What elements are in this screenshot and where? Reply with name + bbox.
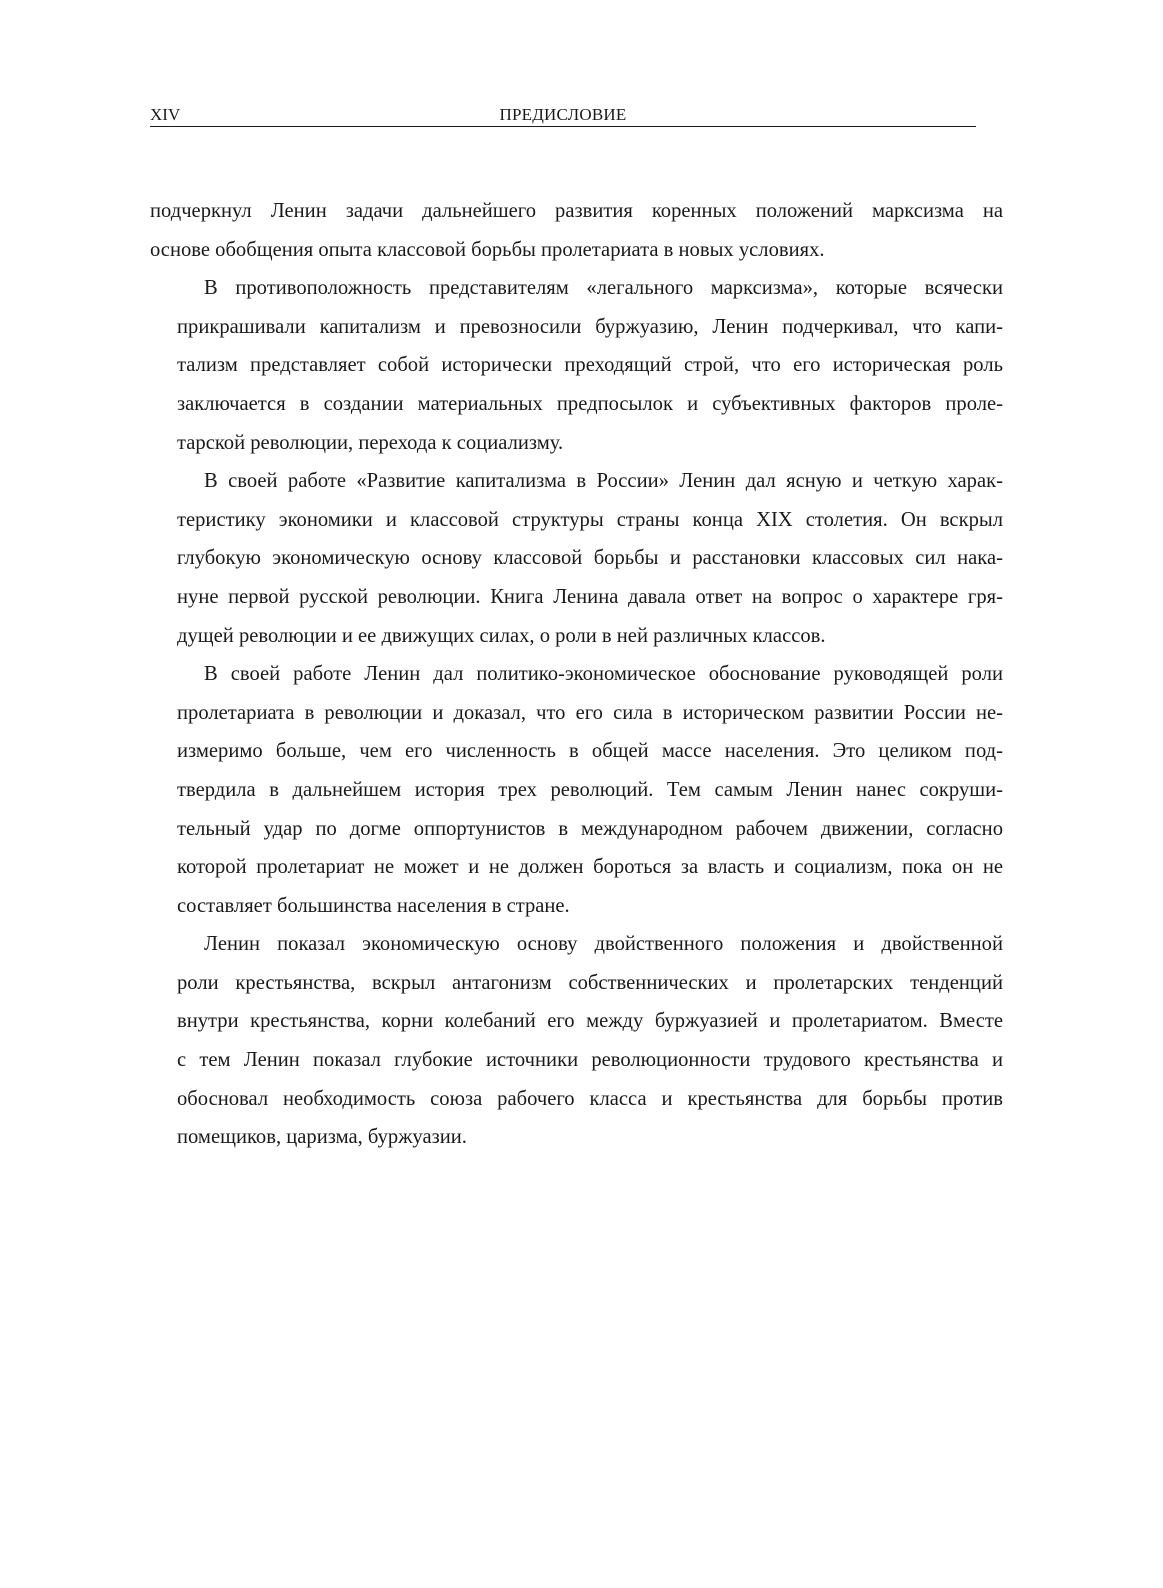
text-line: подчеркнул Ленин задачи дальнейшего развития коренных положений марксизма на <box>150 200 1003 222</box>
text-line: тельный удар по догме оппортунистов в международном рабочем движении, согласно <box>177 817 1003 840</box>
text-line: глубокую экономическую основу классовой борьбы и расстановки классовых сил нака- <box>177 547 1003 570</box>
text-line: измеримо больше, чем его численность в общей массе населения. Это целиком под- <box>177 740 1003 763</box>
section-title: ПРЕДИСЛОВИЕ <box>499 105 627 124</box>
paragraph-4 <box>150 655 1003 925</box>
text-line: с тем Ленин показал глубокие источники революционности трудового крестьянства и <box>177 1049 1003 1072</box>
page-number: XIV <box>150 105 181 124</box>
text-line: составляет большинства населения в стране. <box>177 894 570 917</box>
text-line: нуне первой русской революции. Книга Ленина давала ответ на вопрос о характере гря- <box>177 585 1003 608</box>
text-line: В противоположность представителям «легального марксизма», которые всячески <box>204 277 1003 300</box>
text-line: твердила в дальнейшем история трех революций. Тем самым Ленин нанес сокруши- <box>177 778 1003 801</box>
text-line: пролетариата в революции и доказал, что его сила в историческом развитии России не- <box>177 701 1003 724</box>
text-line: тализм представляет собой исторически преходящий строй, что его историческая роль <box>177 354 1003 377</box>
text-line: тарской революции, перехода к социализму. <box>177 431 564 454</box>
text-line: В своей работе Ленин дал политико-экономическое обоснование руководящей роли <box>204 663 1003 686</box>
paragraph-1 <box>150 192 1003 269</box>
text-line: теристику экономики и классовой структуры страны конца XIX столетия. Он вскрыл <box>177 508 1003 531</box>
running-header <box>150 104 976 127</box>
text-line: которой пролетариат не может и не должен бороться за власть и социализм, пока он не <box>177 856 1003 879</box>
text-line: прикрашивали капитализм и превозносили буржуазию, Ленин подчеркивал, что капи- <box>177 315 1003 338</box>
paragraph-2 <box>150 269 1003 462</box>
paragraph-3 <box>150 462 1003 655</box>
text-line: помещиков, царизма, буржуазии. <box>177 1126 467 1149</box>
body-text <box>150 192 1003 1157</box>
text-line: основе обобщения опыта классовой борьбы пролетариата в новых условиях. <box>150 238 825 261</box>
text-line: заключается в создании материальных предпосылок и субъективных факторов проле- <box>177 392 1003 415</box>
text-line: обосновал необходимость союза рабочего класса и крестьянства для борьбы против <box>177 1087 1003 1110</box>
text-line: В своей работе «Развитие капитализма в России» Ленин дал ясную и четкую харак- <box>204 470 1003 493</box>
text-line: Ленин показал экономическую основу двойственного положения и двойственной <box>204 933 1003 956</box>
paragraph-5 <box>150 925 1003 1157</box>
text-line: дущей революции и ее движущих силах, о роли в ней различных классов. <box>177 624 826 647</box>
text-line: внутри крестьянства, корни колебаний его между буржуазией и пролетариатом. Вместе <box>177 1010 1003 1033</box>
text-line: роли крестьянства, вскрыл антагонизм собственнических и пролетарских тенденций <box>177 971 1003 994</box>
